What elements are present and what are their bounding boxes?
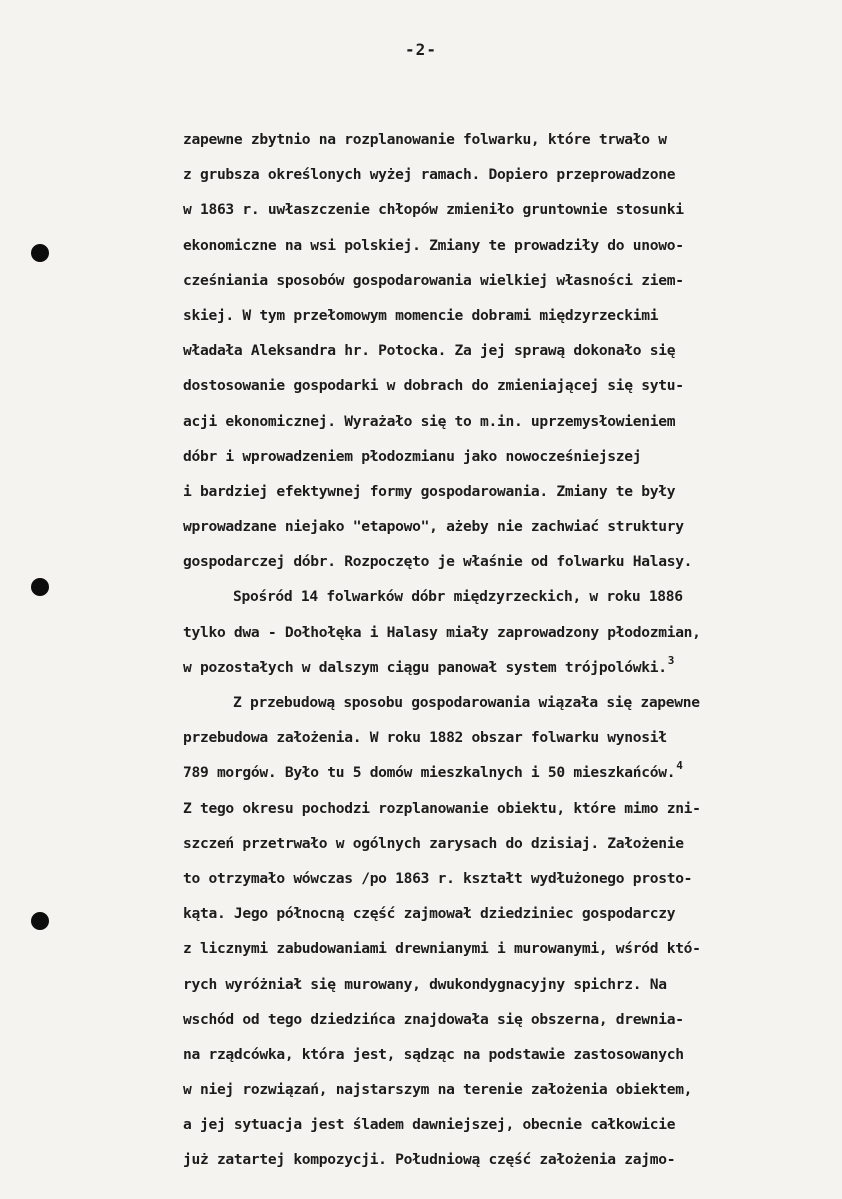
text-line-content: kąta. Jego północną część zajmował dziedziniec gospodarczy bbox=[183, 905, 676, 923]
text-line-content: skiej. W tym przełomowym momencie dobrami międzyrzeckimi bbox=[183, 306, 659, 324]
footnote-marker: 4 bbox=[676, 759, 683, 773]
text-line bbox=[183, 931, 833, 966]
text-line bbox=[183, 861, 833, 896]
text-line bbox=[183, 650, 833, 685]
text-line bbox=[183, 368, 833, 403]
text-line bbox=[183, 509, 833, 544]
text-line bbox=[183, 791, 833, 826]
footnote-marker: 3 bbox=[667, 653, 675, 667]
text-line-content: Z tego okresu pochodzi rozplanowanie obiektu, które mimo zni- bbox=[183, 799, 701, 817]
text-line bbox=[183, 1107, 833, 1142]
text-line-content: władała Aleksandra hr. Potocka. Za jej sprawą dokonało się bbox=[183, 342, 676, 360]
text-line bbox=[183, 157, 833, 192]
text-line bbox=[183, 1142, 833, 1177]
text-line-content: z licznymi zabudowaniami drewnianymi i murowanymi, wśród któ- bbox=[183, 940, 701, 958]
text-line bbox=[183, 967, 833, 1002]
text-line bbox=[183, 755, 833, 790]
text-line-content: a jej sytuacja jest śladem dawniejszej, obecnie całkowicie bbox=[183, 1116, 676, 1134]
text-line bbox=[183, 1002, 833, 1037]
text-line-content: ekonomiczne na wsi polskiej. Zmiany te prowadziły do unowo- bbox=[183, 236, 684, 254]
text-line bbox=[183, 192, 833, 227]
text-line bbox=[183, 439, 833, 474]
punch-hole bbox=[31, 578, 49, 596]
text-line bbox=[183, 122, 833, 157]
text-line-content: gospodarczej dóbr. Rozpoczęto je właśnie od folwarku Halasy. bbox=[183, 553, 693, 571]
text-line-content: już zatartej kompozycji. Południową część założenia zajmo- bbox=[183, 1151, 676, 1169]
text-line-content: Z przebudową sposobu gospodarowania wiązała się zapewne bbox=[233, 694, 700, 711]
page-number: -2- bbox=[405, 40, 437, 59]
text-line-content: w pozostałych w dalszym ciągu panował system trójpolówki. bbox=[183, 658, 667, 676]
text-line-content: tylko dwa - Dołhołęka i Halasy miały zaprowadzony płodozmian, bbox=[183, 623, 701, 641]
text-line bbox=[183, 263, 833, 298]
text-line-content: szczeń przetrwało w ogólnych zarysach do dzisiaj. Założenie bbox=[183, 834, 684, 852]
text-line-content: rych wyróżniał się murowany, dwukondygnacyjny spichrz. Na bbox=[183, 975, 667, 993]
text-line-content: Spośród 14 folwarków dóbr międzyrzeckich, w roku 1886 bbox=[233, 588, 683, 606]
text-line-content: to otrzymało wówczas /po 1863 r. kształt wydłużonego prosto- bbox=[183, 869, 693, 887]
text-line-content: 789 morgów. Było tu 5 domów mieszkalnych i 50 mieszkańców. bbox=[183, 764, 676, 782]
text-line bbox=[183, 544, 833, 579]
text-line bbox=[183, 333, 833, 368]
text-line-content: acji ekonomicznej. Wyrażało się to m.in. uprzemysłowieniem bbox=[183, 412, 676, 430]
text-line bbox=[183, 720, 833, 755]
text-line-content: dostosowanie gospodarki w dobrach do zmieniającej się sytu- bbox=[183, 377, 684, 395]
text-line-content: w niej rozwiązań, najstarszym na terenie założenia obiektem, bbox=[183, 1081, 693, 1099]
punch-hole bbox=[31, 244, 49, 262]
text-line bbox=[183, 826, 833, 861]
text-line-content: i bardziej efektywnej formy gospodarowania. Zmiany te były bbox=[183, 482, 676, 500]
text-line bbox=[183, 228, 833, 263]
text-line bbox=[183, 896, 833, 931]
text-line bbox=[183, 404, 833, 439]
text-line bbox=[183, 615, 833, 650]
text-line bbox=[183, 579, 833, 614]
text-line-content: dóbr i wprowadzeniem płodozmianu jako nowocześniejszej bbox=[183, 447, 642, 465]
text-line bbox=[183, 1037, 833, 1072]
body-text bbox=[183, 122, 833, 1178]
text-line bbox=[183, 474, 833, 509]
text-line bbox=[183, 685, 833, 720]
text-line-content: wschód od tego dziedzińca znajdowała się obszerna, drewnia- bbox=[183, 1010, 684, 1028]
text-line-content: wprowadzane niejako "etapowo", ażeby nie zachwiać struktury bbox=[183, 518, 684, 536]
text-line-content: przebudowa założenia. W roku 1882 obszar folwarku wynosił bbox=[183, 729, 667, 747]
text-line-content: zapewne zbytnio na rozplanowanie folwarku, które trwało w bbox=[183, 131, 667, 148]
text-line bbox=[183, 298, 833, 333]
text-line-content: na rządcówka, która jest, sądząc na podstawie zastosowanych bbox=[183, 1045, 684, 1063]
text-line-content: cześniania sposobów gospodarowania wielkiej własności ziem- bbox=[183, 271, 684, 289]
text-line-content: z grubsza określonych wyżej ramach. Dopiero przeprowadzone bbox=[183, 166, 676, 184]
text-line bbox=[183, 1072, 833, 1107]
text-line-content: w 1863 r. uwłaszczenie chłopów zmieniło gruntownie stosunki bbox=[183, 201, 684, 219]
punch-hole bbox=[31, 912, 49, 930]
